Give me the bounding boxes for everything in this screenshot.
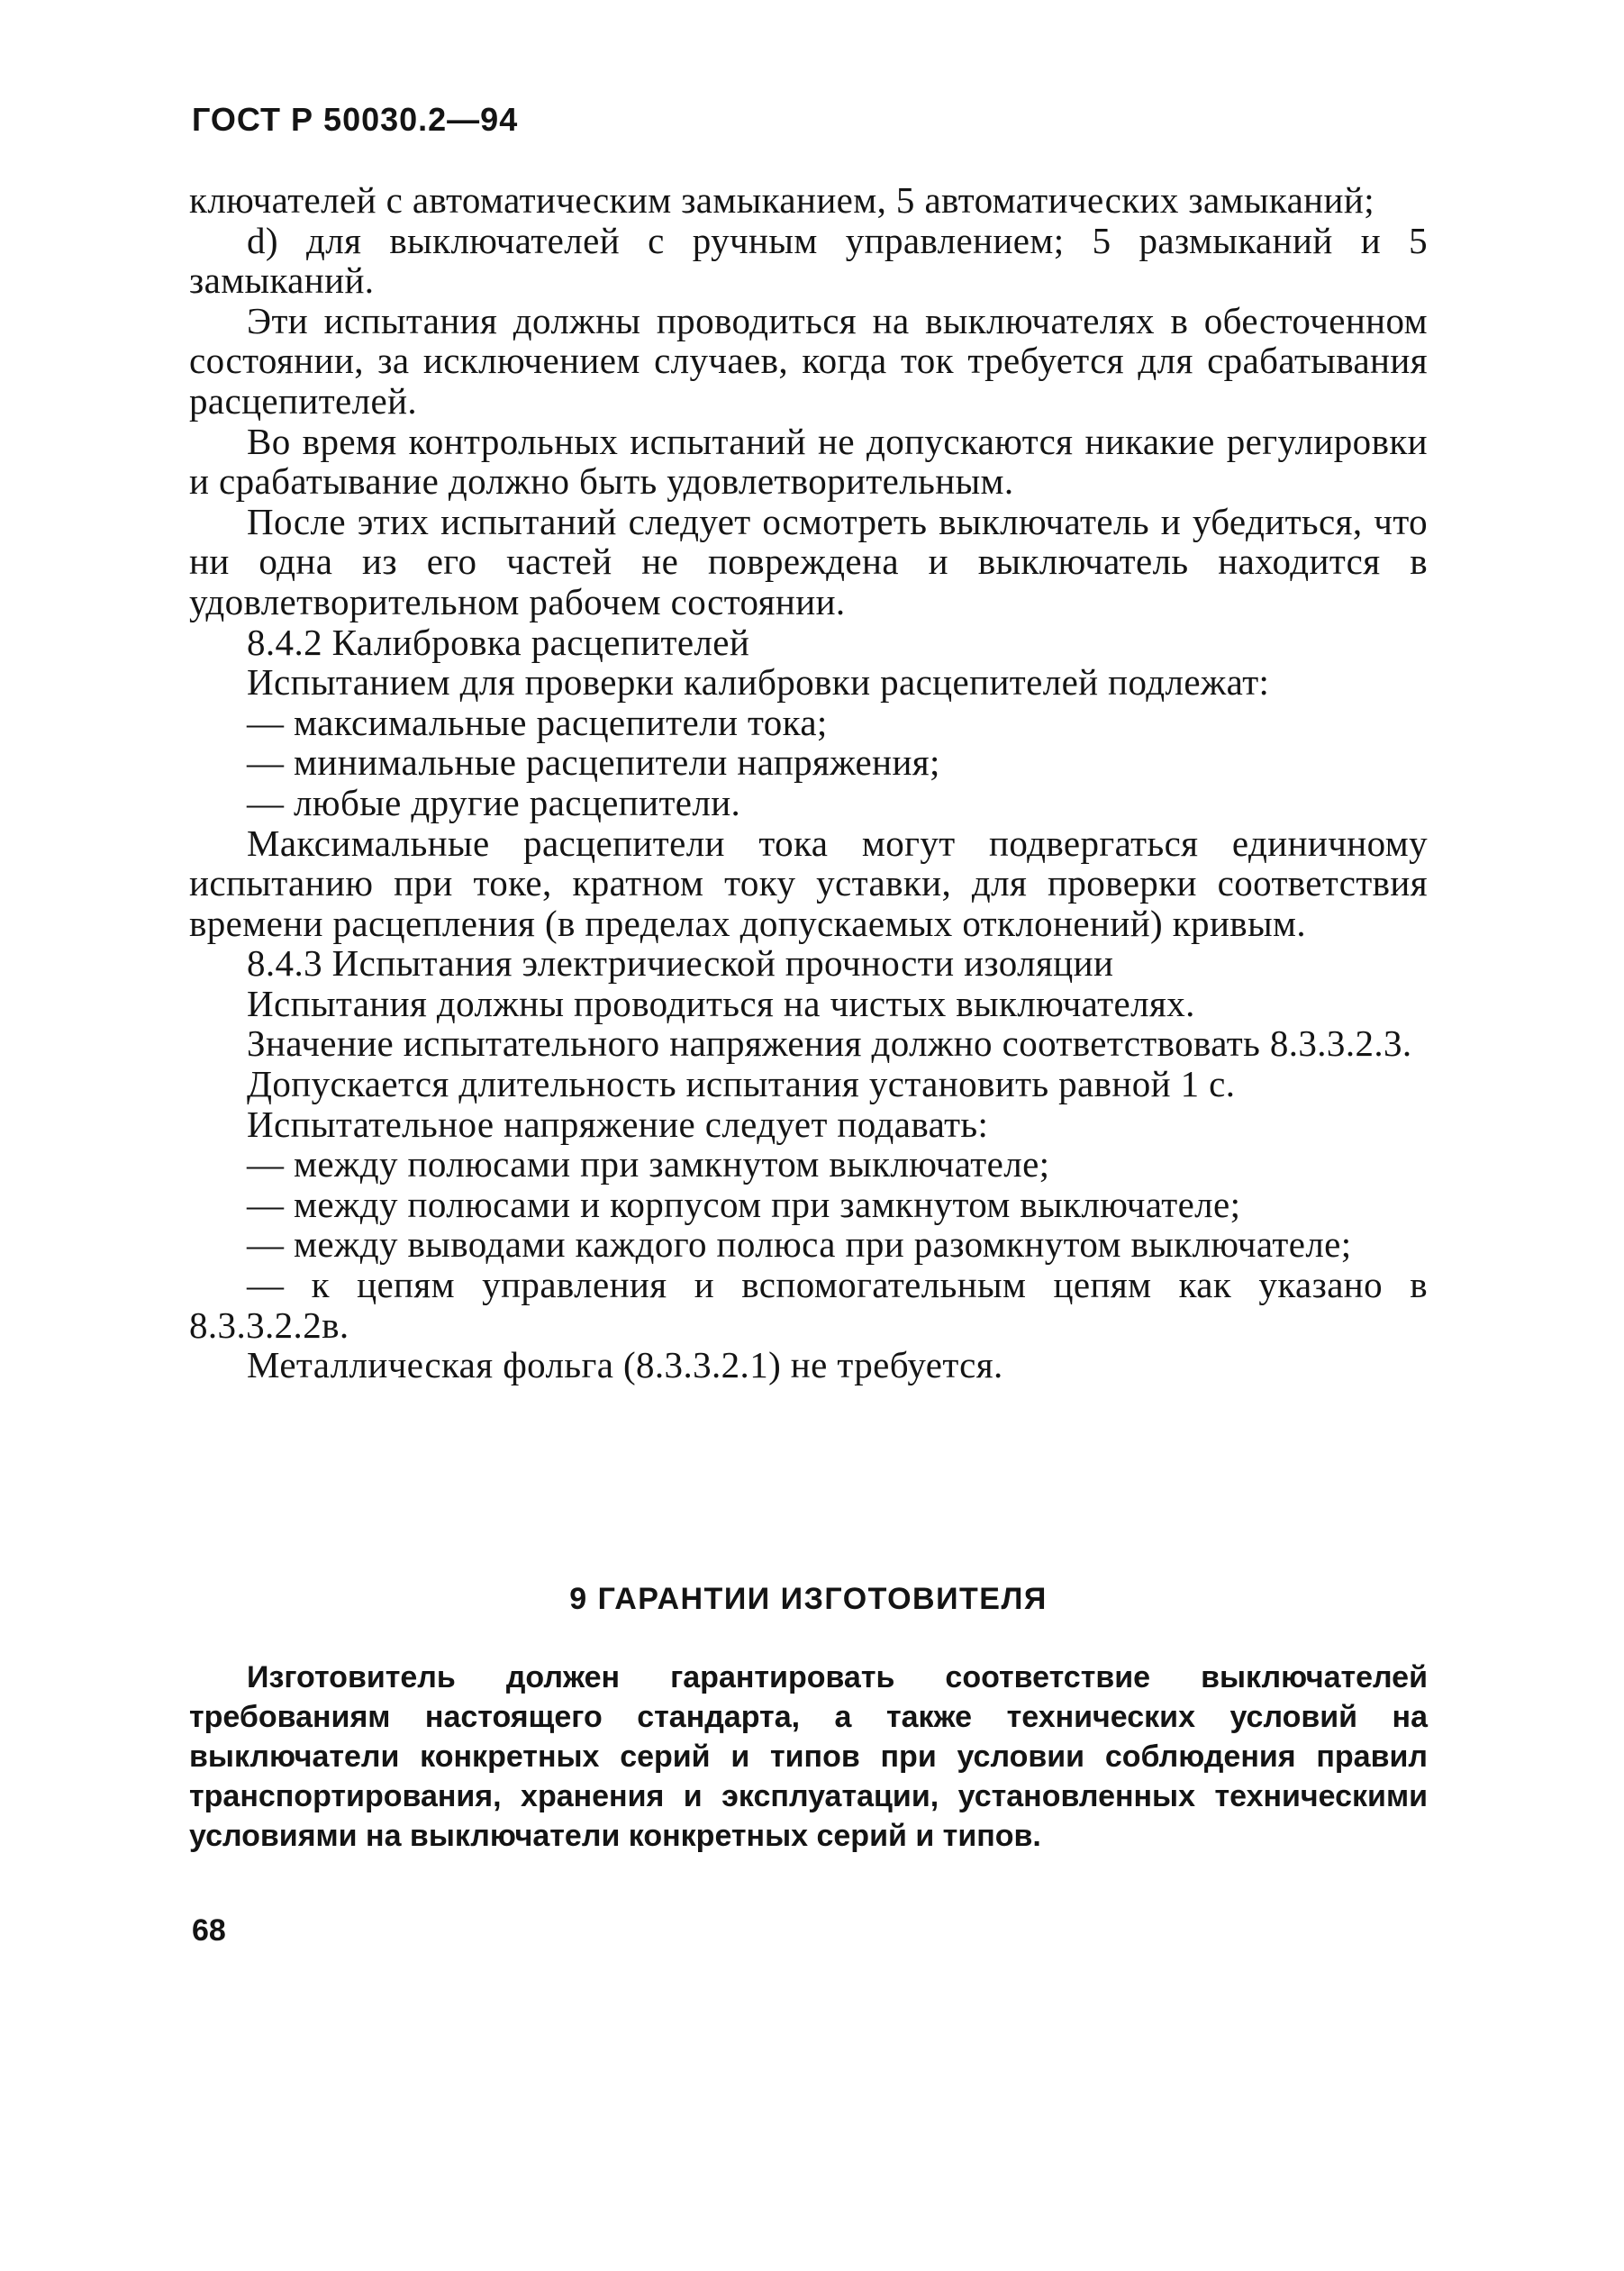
page-number: 68 [192,1913,226,1948]
subsection-8-4-2-title: 8.4.2 Калибровка расцепителей [247,621,750,663]
standard-header: ГОСТ Р 50030.2—94 [192,101,519,138]
paragraph-deenergized: Эти испытания должны проводиться на выключателях в обесточенном состоянии, за исключением случаев, когда ток требуется для срабатывания расцепителей. [189,299,1428,422]
list-item-poles-and-frame: — между полюсами и корпусом при замкнутом выключателе; [247,1183,1241,1225]
paragraph-duration: Допускается длительность испытания установить равной 1 с. [247,1063,1236,1105]
list-item-terminals: — между выводами каждого полюса при разомкнутом выключателе; [247,1223,1352,1266]
paragraph-no-adjustments: Во время контрольных испытаний не допускаются никакие регулировки и срабатывание должно быть удовлетворительным. [189,420,1428,503]
paragraph-test-voltage: Значение испытательного напряжения должно соответствовать 8.3.3.2.3. [247,1022,1412,1065]
list-item-control-circuits: — к цепям управления и вспомогательным цепям как указано в 8.3.3.2.2в. [189,1264,1428,1346]
list-item-overcurrent: — максимальные расцепители тока; [247,701,828,743]
paragraph-single-test: Максимальные расцепители тока могут подвергаться единичному испытанию при токе, кратном току уставки, для проверки соответствия времени расцепления (в пределах допускаемых отклонений) кривым. [189,822,1428,944]
paragraph-clean-breakers: Испытания должны проводиться на чистых выключателях. [247,982,1195,1024]
paragraph-metal-foil: Металлическая фольга (8.3.3.2.1) не требуется. [247,1344,1003,1386]
list-item-between-poles: — между полюсами при замкнутом выключателе; [247,1143,1050,1185]
paragraph-apply-voltage: Испытательное напряжение следует подавать: [247,1103,989,1145]
guarantee-paragraph: Изготовитель должен гарантировать соответствие выключателей требованиям настоящего стандарта, а также технических условий на выключатели конкретных серий и типов при условии соблюдения правил транспортирования, хранения и эксплуатации, установленных техническими условиями на выключатели конкретных серий и типов. [189,1660,1428,1853]
subsection-8-4-3-title: 8.4.3 Испытания электричиеской прочности изоляции [247,942,1114,985]
list-item-undervoltage: — минимальные расцепители напряжения; [247,741,940,784]
paragraph-item-d: d) для выключателей с ручным управлением; 5 размыканий и 5 замыканий. [189,219,1428,302]
paragraph-inspection: После этих испытаний следует осмотреть выключатель и убедиться, что ни одна из его частей не повреждена и выключатель находится в удовлетворительном рабочем состоянии. [189,500,1428,622]
body-text [189,180,1428,1385]
section-9-heading: 9 ГАРАНТИИ ИЗГОТОВИТЕЛЯ [569,1582,1048,1616]
list-item-other: — любые другие расцепители. [247,781,741,823]
paragraph-continuation: ключателей с автоматическим замыканием, 5 автоматических замыканий; [189,179,1375,221]
paragraph-calibration-subject: Испытанием для проверки калибровки расцепителей подлежат: [247,661,1270,704]
